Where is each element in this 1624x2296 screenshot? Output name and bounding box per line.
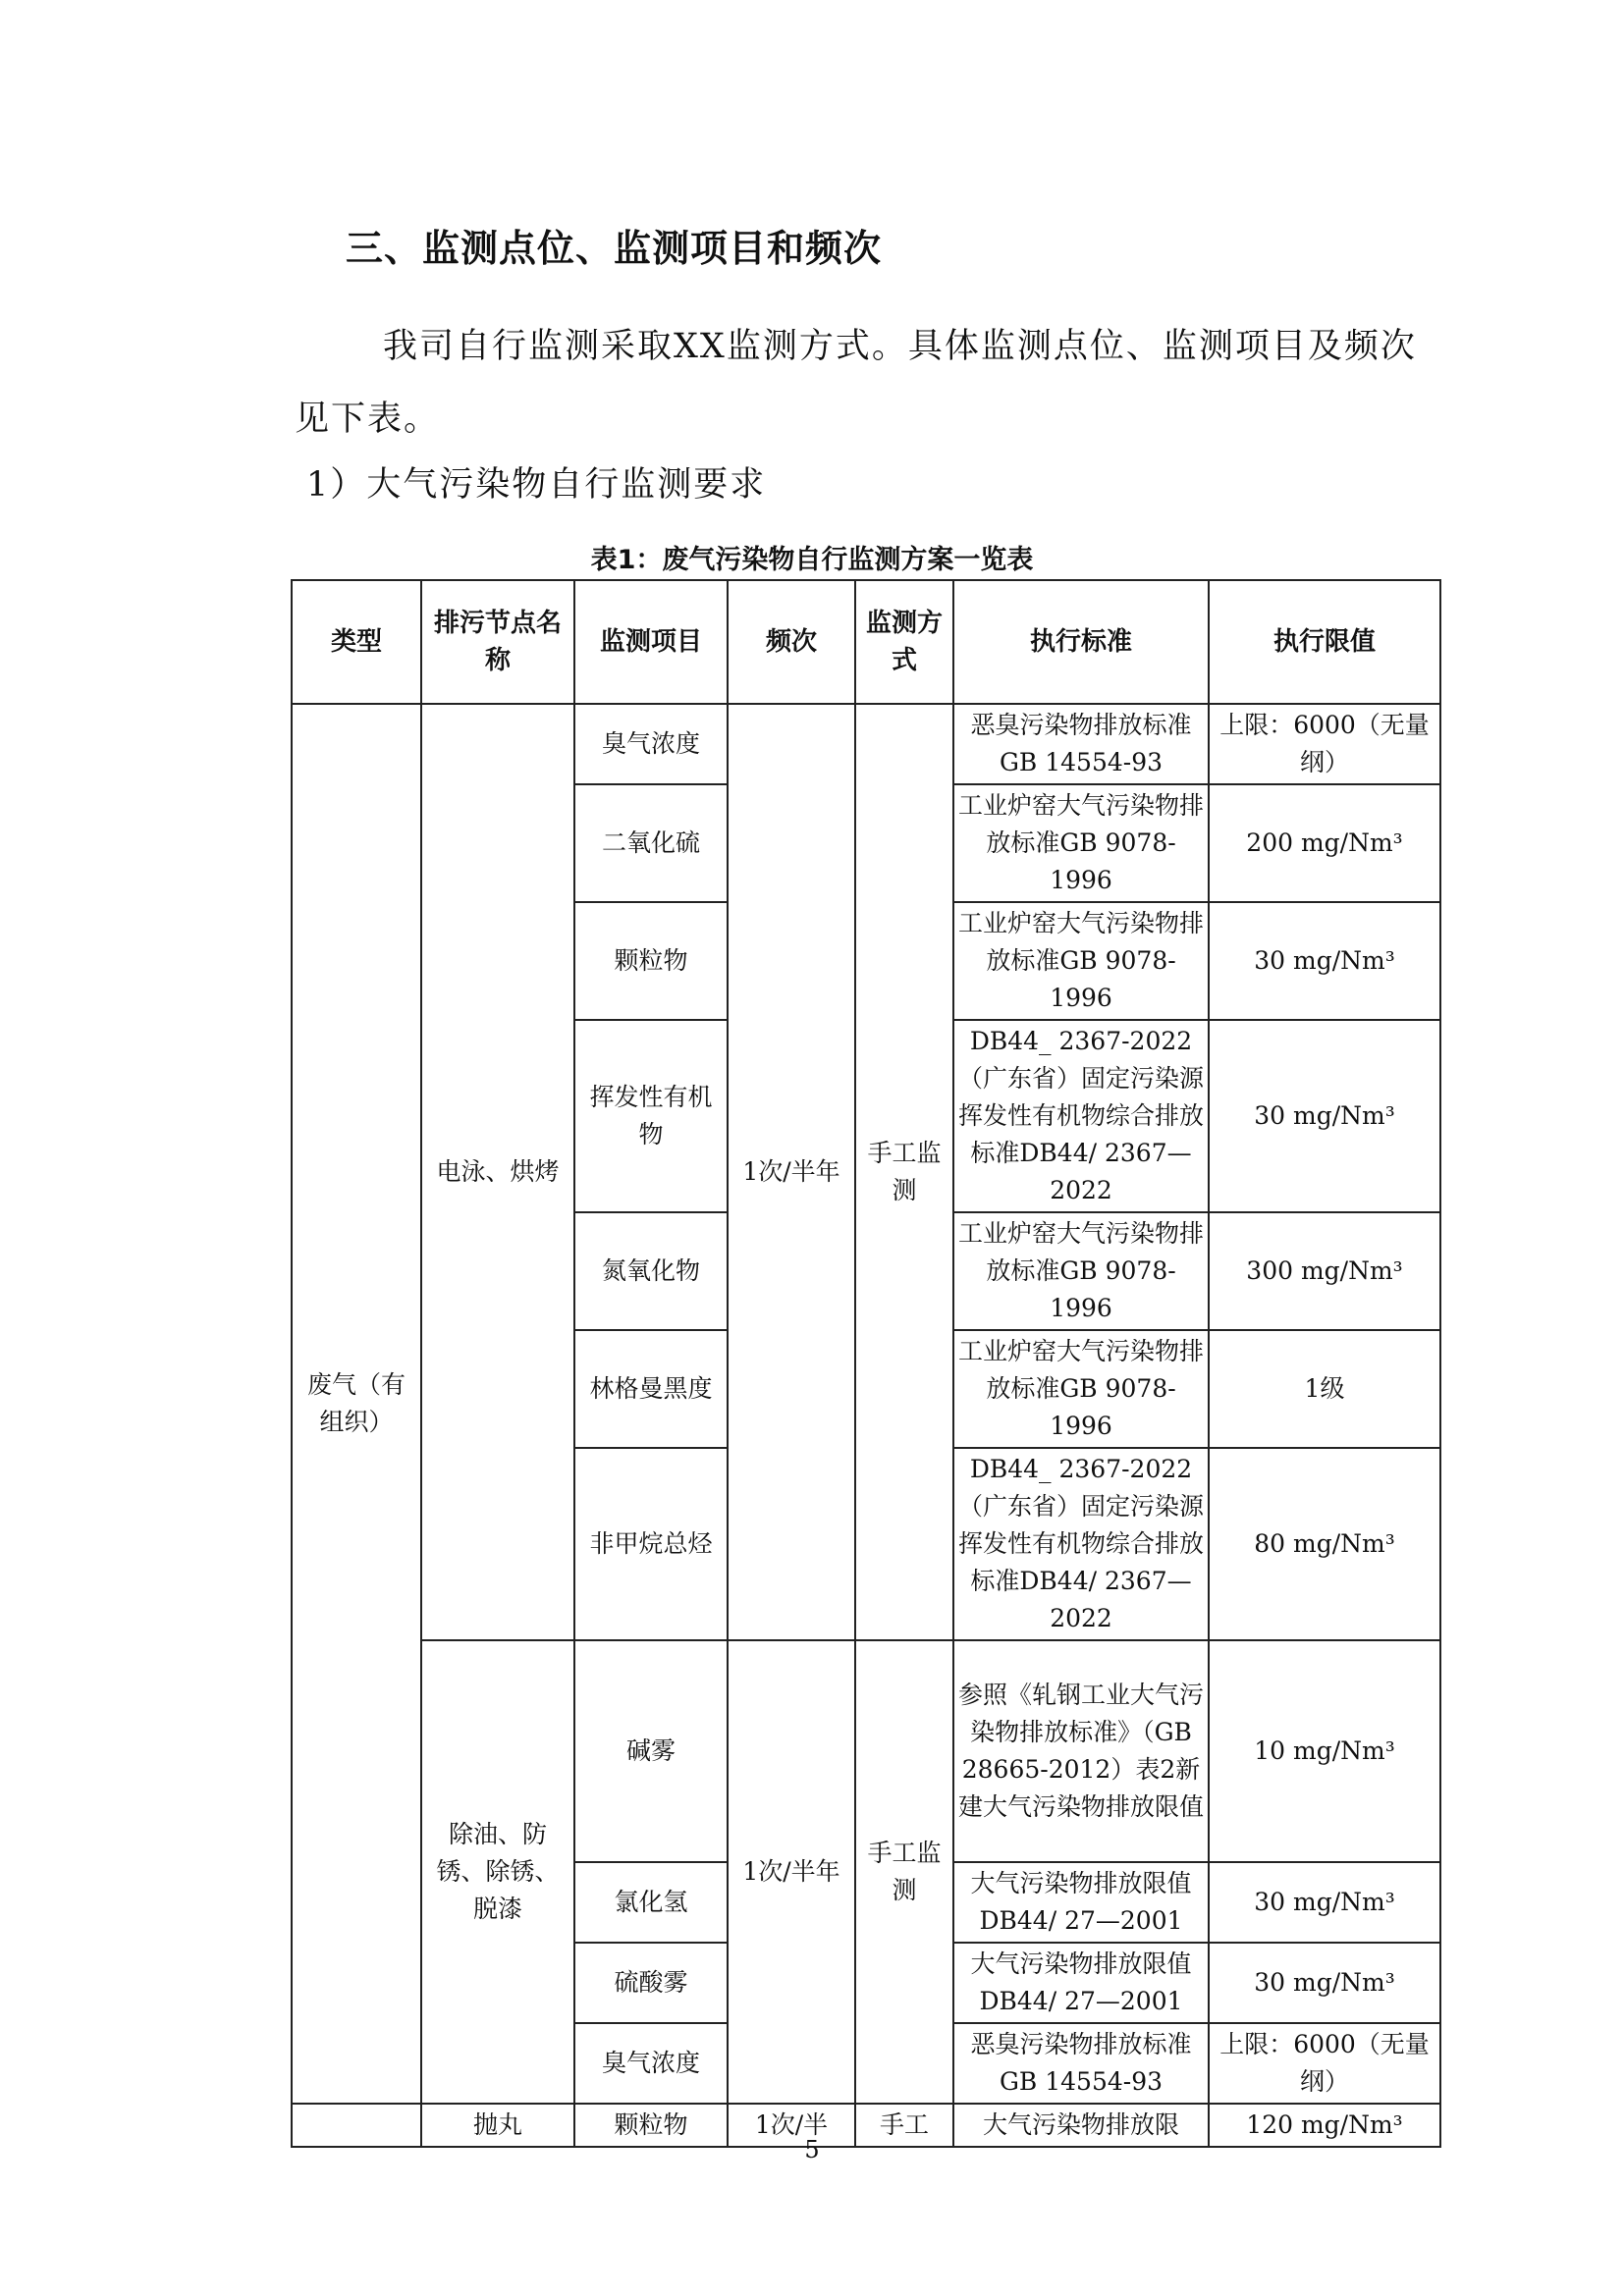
table-caption: 表1：废气污染物自行监测方案一览表 <box>590 545 1034 575</box>
header-frequency: 频次 <box>728 580 855 704</box>
limit-cell: 300 mg/Nm³ <box>1209 1212 1440 1330</box>
item-cell: 林格曼黑度 <box>574 1330 728 1448</box>
header-standard: 执行标准 <box>953 580 1209 704</box>
standard-cell: 参照《轧钢工业大气污染物排放标准》（GB 28665-2012）表2新建大气污染物排放限值 <box>953 1640 1209 1862</box>
standard-cell: 工业炉窑大气污染物排放标准GB 9078-1996 <box>953 902 1209 1020</box>
item-cell: 非甲烷总烃 <box>574 1448 728 1640</box>
standard-cell: DB44_ 2367-2022（广东省）固定污染源挥发性有机物综合排放标准DB44/ 2367—2022 <box>953 1448 1209 1640</box>
standard-cell: 恶臭污染物排放标准GB 14554-93 <box>953 2023 1209 2104</box>
item-cell: 二氧化硫 <box>574 784 728 902</box>
subsection-heading: 1）大气污染物自行监测要求 <box>306 465 767 505</box>
page-number: 5 <box>804 2136 820 2163</box>
header-limit: 执行限值 <box>1209 580 1440 704</box>
limit-cell: 上限：6000（无量纲） <box>1209 704 1440 784</box>
table-header-row <box>292 580 1440 704</box>
frequency-cell: 1次/半 <box>728 2104 855 2147</box>
header-method: 监测方式 <box>855 580 953 704</box>
node-cell: 抛丸 <box>421 2104 574 2147</box>
header-type: 类型 <box>292 580 421 704</box>
standard-cell: 工业炉窑大气污染物排放标准GB 9078-1996 <box>953 1212 1209 1330</box>
limit-cell: 30 mg/Nm³ <box>1209 1862 1440 1943</box>
standard-cell: 工业炉窑大气污染物排放标准GB 9078-1996 <box>953 784 1209 902</box>
limit-cell: 30 mg/Nm³ <box>1209 902 1440 1020</box>
limit-cell: 1级 <box>1209 1330 1440 1448</box>
item-cell: 挥发性有机物 <box>574 1020 728 1212</box>
item-cell: 颗粒物 <box>574 902 728 1020</box>
method-cell: 手工 <box>855 2104 953 2147</box>
item-cell: 臭气浓度 <box>574 2023 728 2104</box>
method-cell: 手工监测 <box>855 1640 953 2104</box>
monitoring-plan-table <box>291 579 1441 2148</box>
standard-cell: DB44_ 2367-2022（广东省）固定污染源挥发性有机物综合排放标准DB44/ 2367—2022 <box>953 1020 1209 1212</box>
node-cell: 电泳、烘烤 <box>421 704 574 1640</box>
item-cell: 臭气浓度 <box>574 704 728 784</box>
item-cell: 颗粒物 <box>574 2104 728 2147</box>
header-node: 排污节点名称 <box>421 580 574 704</box>
limit-cell: 80 mg/Nm³ <box>1209 1448 1440 1640</box>
frequency-cell: 1次/半年 <box>728 1640 855 2104</box>
table-row <box>292 704 1440 784</box>
intro-paragraph: 我司自行监测采取XX监测方式。具体监测点位、监测项目及频次见下表。 <box>295 327 1417 439</box>
limit-cell: 200 mg/Nm³ <box>1209 784 1440 902</box>
standard-cell: 恶臭污染物排放标准GB 14554-93 <box>953 704 1209 784</box>
limit-cell: 30 mg/Nm³ <box>1209 1943 1440 2023</box>
type-cell: 废气（有组织） <box>292 704 421 2104</box>
method-cell: 手工监测 <box>855 704 953 1640</box>
limit-cell: 上限：6000（无量纲） <box>1209 2023 1440 2104</box>
standard-cell: 工业炉窑大气污染物排放标准GB 9078-1996 <box>953 1330 1209 1448</box>
standard-cell: 大气污染物排放限值DB44/ 27—2001 <box>953 1943 1209 2023</box>
item-cell: 氮氧化物 <box>574 1212 728 1330</box>
limit-cell: 120 mg/Nm³ <box>1209 2104 1440 2147</box>
section-heading: 三、监测点位、监测项目和频次 <box>346 227 883 270</box>
limit-cell: 10 mg/Nm³ <box>1209 1640 1440 1862</box>
limit-cell: 30 mg/Nm³ <box>1209 1020 1440 1212</box>
item-cell: 氯化氢 <box>574 1862 728 1943</box>
node-cell: 除油、防锈、除锈、脱漆 <box>421 1640 574 2104</box>
frequency-cell: 1次/半年 <box>728 704 855 1640</box>
table-row <box>292 1640 1440 1862</box>
standard-cell: 大气污染物排放限 <box>953 2104 1209 2147</box>
standard-cell: 大气污染物排放限值DB44/ 27—2001 <box>953 1862 1209 1943</box>
header-item: 监测项目 <box>574 580 728 704</box>
item-cell: 硫酸雾 <box>574 1943 728 2023</box>
item-cell: 碱雾 <box>574 1640 728 1862</box>
